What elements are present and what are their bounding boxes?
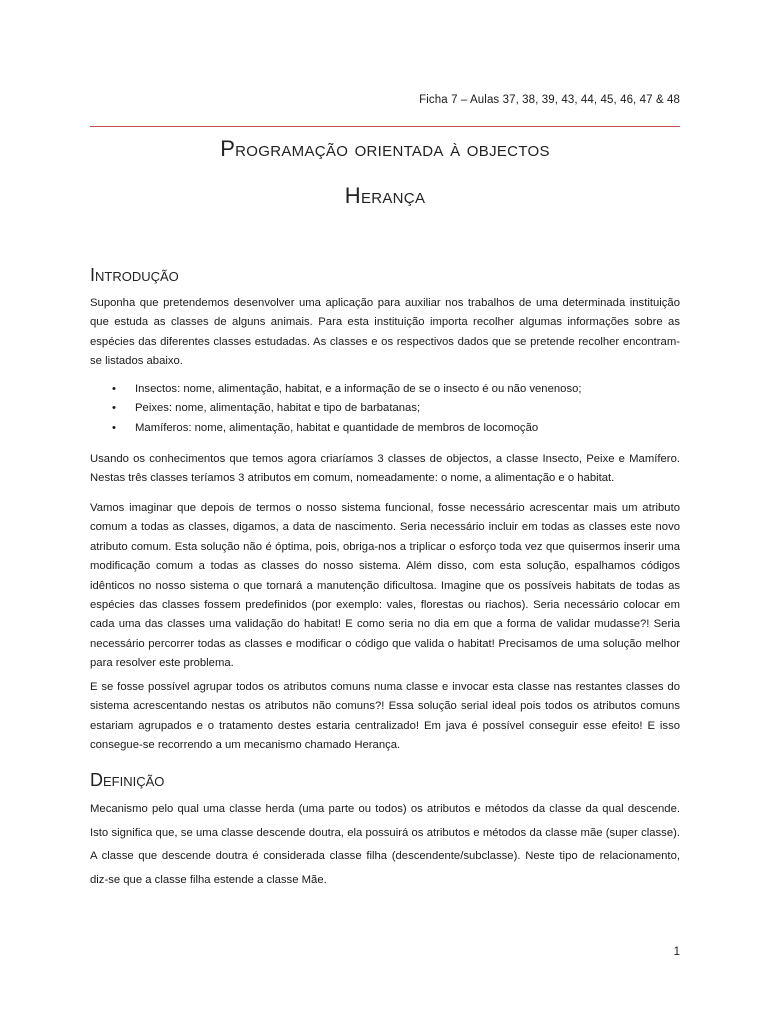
list-item xyxy=(90,419,680,438)
paragraph-efosse: E se fosse possível agrupar todos os atributos comuns numa classe e invocar esta classe nas restantes classes do sistema acrescentando nestas os atributos não comuns?! Essa solução serial ideal pois todos os atributos comuns estariam agrupados e o tratamento destes estaria centralizado! Em java é possível conseguir esse efeito! E isso consegue-se recorrendo a um mecanismo chamado Herança. xyxy=(90,681,680,752)
page-header: Ficha 7 – Aulas 37, 38, 39, 43, 44, 45, 46, 47 & 48 xyxy=(419,94,680,106)
paragraph-vamos: Vamos imaginar que depois de termos o nosso sistema funcional, fosse necessário acrescentar mais um atributo comum a todas as classes, digamos, a data de nascimento. Seria necessário incluir em todas as classes este novo atributo comum. Esta solução não é óptima, pois, obriga-nos a triplicar o esforço toda vez que quisermos inserir uma modificação comum a todas as classes do nosso sistema. Além disso, com esta solução, espalhamos códigos idênticos no nosso sistema o que tornará a manutenção dificultosa. Imagine que os possíveis habitats de todas as espécies das classes fossem predefinidos (por exemplo: vales, florestas ou riachos). Seria necessário colocar em cada uma das classes uma validação do habitat! E como seria no dia em que a forma de validar mudasse?! Seria necessário percorrer todas as classes e modificar o código que valida o habitat! Precisamos de uma solução melhor para resolver este problema. xyxy=(90,502,680,670)
list-item xyxy=(90,399,680,418)
list-item-text: Peixes: nome, alimentação, habitat e tipo de barbatanas; xyxy=(135,402,421,415)
section-heading-definicao: Definição xyxy=(90,770,165,790)
paragraph-definicao: Mecanismo pelo qual uma classe herda (uma parte ou todos) os atributos e métodos da classe da qual descende. Isto significa que, se uma classe descende doutra, ela possuirá os atributos e métodos da classe mãe (super classe). A classe que descende doutra é considerada classe filha (descendente/subclasse). Neste tipo de relacionamento, diz-se que a classe filha estende a classe Mãe. xyxy=(90,803,680,886)
page-number: 1 xyxy=(673,946,680,958)
bullet-icon: • xyxy=(112,383,116,395)
header-rule xyxy=(90,126,680,127)
document-subtitle: Herança xyxy=(344,183,426,208)
bullet-icon: • xyxy=(112,402,116,415)
list-item-text: Insectos: nome, alimentação, habitat, e a informação de se o insecto é ou não venenoso; xyxy=(135,383,582,395)
document-page xyxy=(90,0,680,1024)
bullet-icon: • xyxy=(112,421,116,434)
paragraph-intro: Suponha que pretendemos desenvolver uma aplicação para auxiliar nos trabalhos de uma determinada instituição que estuda as classes de alguns animais. Para esta instituição importa recolher algumas informações sobre as espécies das diferentes classes estudadas. As classes e os respectivos dados que se pretende recolher encontram-se listados abaixo. xyxy=(90,297,680,368)
section-heading-introducao: Introdução xyxy=(90,265,179,285)
list-item-text: Mamíferos: nome, alimentação, habitat e quantidade de membros de locomoção xyxy=(135,421,539,434)
class-list xyxy=(90,380,680,438)
document-title: Programação orientada à objectos xyxy=(220,136,550,161)
paragraph-usando: Usando os conhecimentos que temos agora criaríamos 3 classes de objectos, a classe Insecto, Peixe e Mamífero. Nestas três classes teríamos 3 atributos em comum, nomeadamente: o nome, a alimentação e o habitat. xyxy=(90,453,680,485)
list-item xyxy=(90,380,680,399)
